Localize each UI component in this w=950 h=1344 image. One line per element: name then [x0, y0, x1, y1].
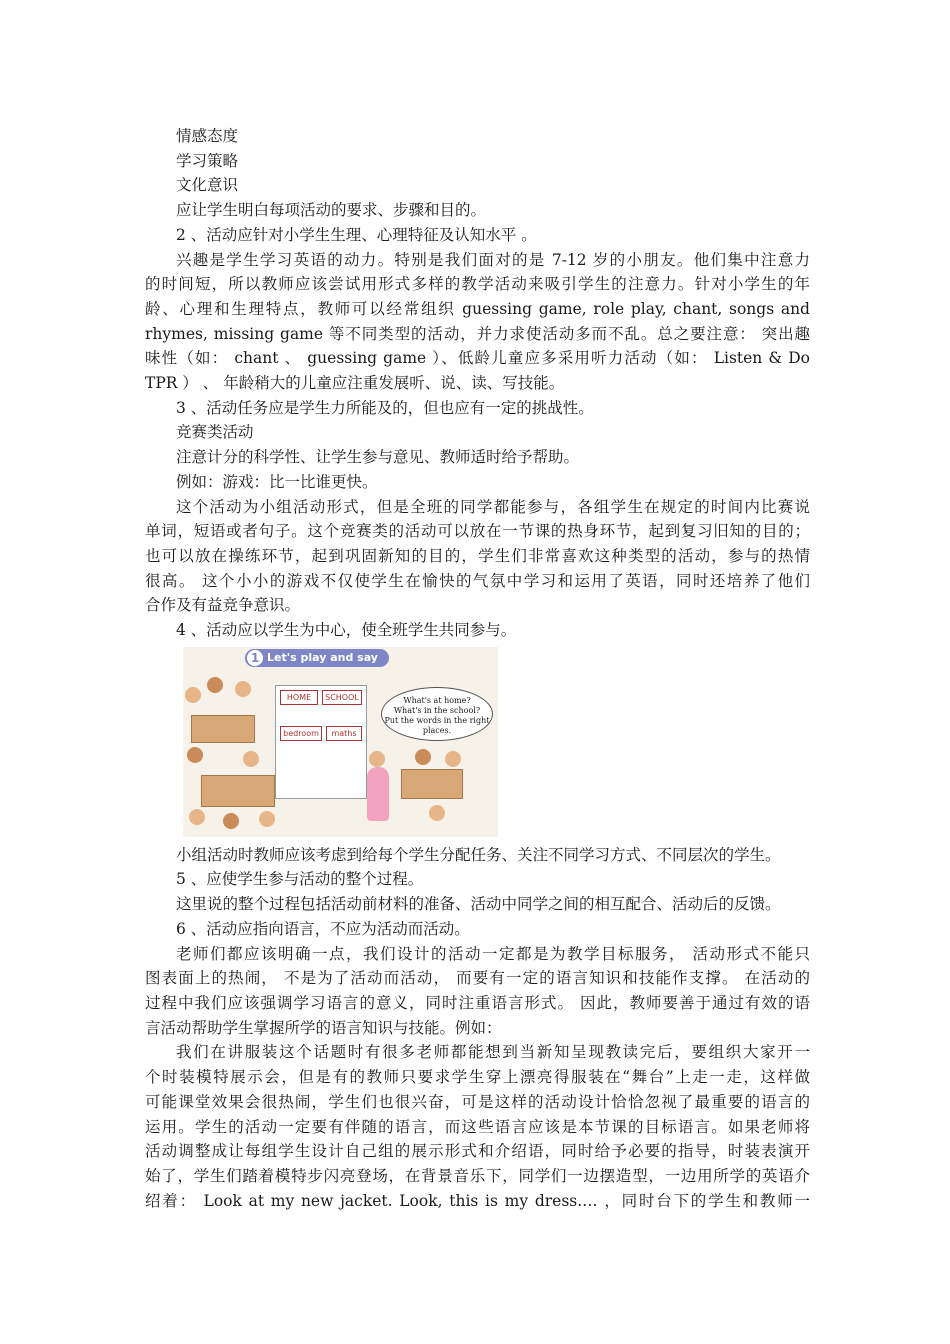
paragraph-line: 这个活动为小组活动形式，但是全班的同学都能参与，各组学生在规定的时间内比赛说 [176, 497, 810, 516]
document-body [145, 124, 810, 1213]
student-figure [243, 751, 259, 767]
student-figure [235, 681, 251, 697]
teacher-head [369, 751, 385, 767]
speech-bubble [381, 687, 493, 741]
paragraph-line: 绍着： Look at my new jacket. Look, this is my dress.… ，同时台下的学生和教师一 [145, 1191, 810, 1210]
student-figure [429, 805, 445, 821]
student-figure [187, 747, 203, 763]
speech-line: What's in the school? [393, 705, 481, 715]
paragraph-line: 这里说的整个过程包括活动前材料的准备、活动中同学之间的相互配合、活动后的反馈。 [176, 895, 781, 914]
desk [201, 775, 275, 807]
speech-line: What's at home? [403, 695, 471, 705]
paragraph-line: 的时间短，所以教师应该尝试用形式多样的教学活动来吸引学生的注意力。针对小学生的年 [145, 275, 810, 294]
list-item-emotion: 情感态度 [176, 127, 239, 145]
paragraph-line: 味性（如： chant 、 guessing game ）、低龄儿童应多采用听力活动（如： Listen & Do [145, 349, 810, 368]
paragraph-line: 运用。学生的活动一定要有伴随的语言，而这些语言应该是本节课的目标语言。如果老师将 [145, 1117, 810, 1136]
classroom-illustration [183, 647, 498, 837]
section-heading-5: 5 、应使学生参与活动的整个过程。 [176, 870, 424, 889]
lesson-banner [245, 649, 389, 667]
paragraph-line: 言活动帮助学生掌握所学的语言知识与技能。例如： [145, 1018, 502, 1037]
paragraph-line: 过程中我们应该强调学习语言的意义，同时注重语言形式。 因此，教师要善于通过有效的语 [145, 993, 810, 1012]
paragraph-line: rhymes, missing game 等不同类型的活动，并力求使活动多而不乱。总之要注意： 突出趣 [145, 324, 810, 343]
paragraph-line: 始了，学生们踏着模特步闪亮登场，在背景音乐下，同学们一边摆造型，一边用所学的英语介 [145, 1166, 810, 1185]
subheading-competition: 竞赛类活动 [176, 423, 254, 442]
banner-title: Let's play and say [267, 650, 378, 664]
student-figure [259, 811, 275, 827]
student-figure [445, 751, 461, 767]
speech-line: Put the words in the right places. [384, 715, 490, 735]
student-figure [189, 809, 205, 825]
paragraph-line: 老师们都应该明确一点，我们设计的活动一定都是为教学目标服务， 活动形式不能只 [176, 944, 810, 963]
desk [191, 715, 255, 743]
section-heading-2: 2 、活动应针对小学生生理、心理特征及认知水平 。 [176, 225, 537, 244]
paragraph-line: 合作及有益竞争意识。 [145, 596, 301, 615]
paragraph-line: TPR ） 、 年龄稍大的儿童应注重发展听、说、读、写技能。 [145, 374, 565, 393]
paragraph-line: 很高。 这个小小的游戏不仅使学生在愉快的气氛中学习和运用了英语，同时还培养了他们 [145, 571, 810, 590]
list-item-strategy: 学习策略 [176, 151, 239, 170]
word-card-bedroom: bedroom [280, 726, 322, 741]
paragraph-line: 单词，短语或者句子。这个竞赛类的活动可以放在一节课的热身环节，起到复习旧知的目的； [145, 522, 810, 541]
student-figure [185, 687, 201, 703]
list-item-culture: 文化意识 [176, 176, 239, 195]
student-figure [223, 813, 239, 829]
word-board [275, 685, 367, 799]
paragraph-line: 可能课堂效果会很热闹，学生们也很兴奋，可是这样的活动设计恰恰忽视了最重要的语言的 [145, 1092, 810, 1111]
section-heading-4: 4 、活动应以学生为中心，使全班学生共同参与。 [176, 621, 517, 640]
paragraph-line: 龄、心理和生理特点，教师可以经常组织 guessing game, role play, chant, songs and [145, 299, 810, 318]
paragraph-line: 应让学生明白每项活动的要求、步骤和目的。 [176, 201, 487, 220]
banner-number: 1 [247, 650, 263, 666]
section-heading-3: 3 、活动任务应是学生力所能及的，但也应有一定的挑战性。 [176, 398, 594, 417]
paragraph-line: 图表面上的热闹， 不是为了活动而活动， 而要有一定的语言知识和技能作支撑。 在活动的 [145, 969, 810, 988]
teacher-figure [367, 767, 389, 821]
desk [401, 769, 463, 799]
paragraph-line: 活动调整成让每组学生设计自己组的展示形式和介绍语，同时给予必要的指导，时装表演开 [145, 1142, 810, 1161]
paragraph-line: 我们在讲服装这个话题时有很多老师都能想到当新知呈现教读完后，要组织大家开一 [176, 1043, 810, 1062]
paragraph-line: 例如：游戏：比一比谁更快。 [176, 472, 378, 491]
student-figure [415, 749, 431, 765]
word-card-home: HOME [280, 690, 318, 705]
paragraph-line: 也可以放在操练环节，起到巩固新知的目的，学生们非常喜欢这种类型的活动，参与的热情 [145, 546, 810, 565]
word-card-maths: maths [326, 726, 362, 741]
word-card-school: SCHOOL [322, 690, 362, 705]
paragraph-line: 注意计分的科学性、让学生参与意见、教师适时给予帮助。 [176, 448, 580, 467]
student-figure [207, 677, 223, 693]
paragraph-line: 个时装模特展示会，但是有的教师只要求学生穿上漂亮得服装在“舞台”上走一走，这样做 [145, 1068, 810, 1087]
section-heading-6: 6 、活动应指向语言，不应为活动而活动。 [176, 919, 470, 938]
paragraph-line: 小组活动时教师应该考虑到给每个学生分配任务、关注不同学习方式、不同层次的学生。 [176, 845, 781, 864]
paragraph-line: 兴趣是学生学习英语的动力。特别是我们面对的是 7-12 岁的小朋友。他们集中注意力 [176, 250, 810, 269]
